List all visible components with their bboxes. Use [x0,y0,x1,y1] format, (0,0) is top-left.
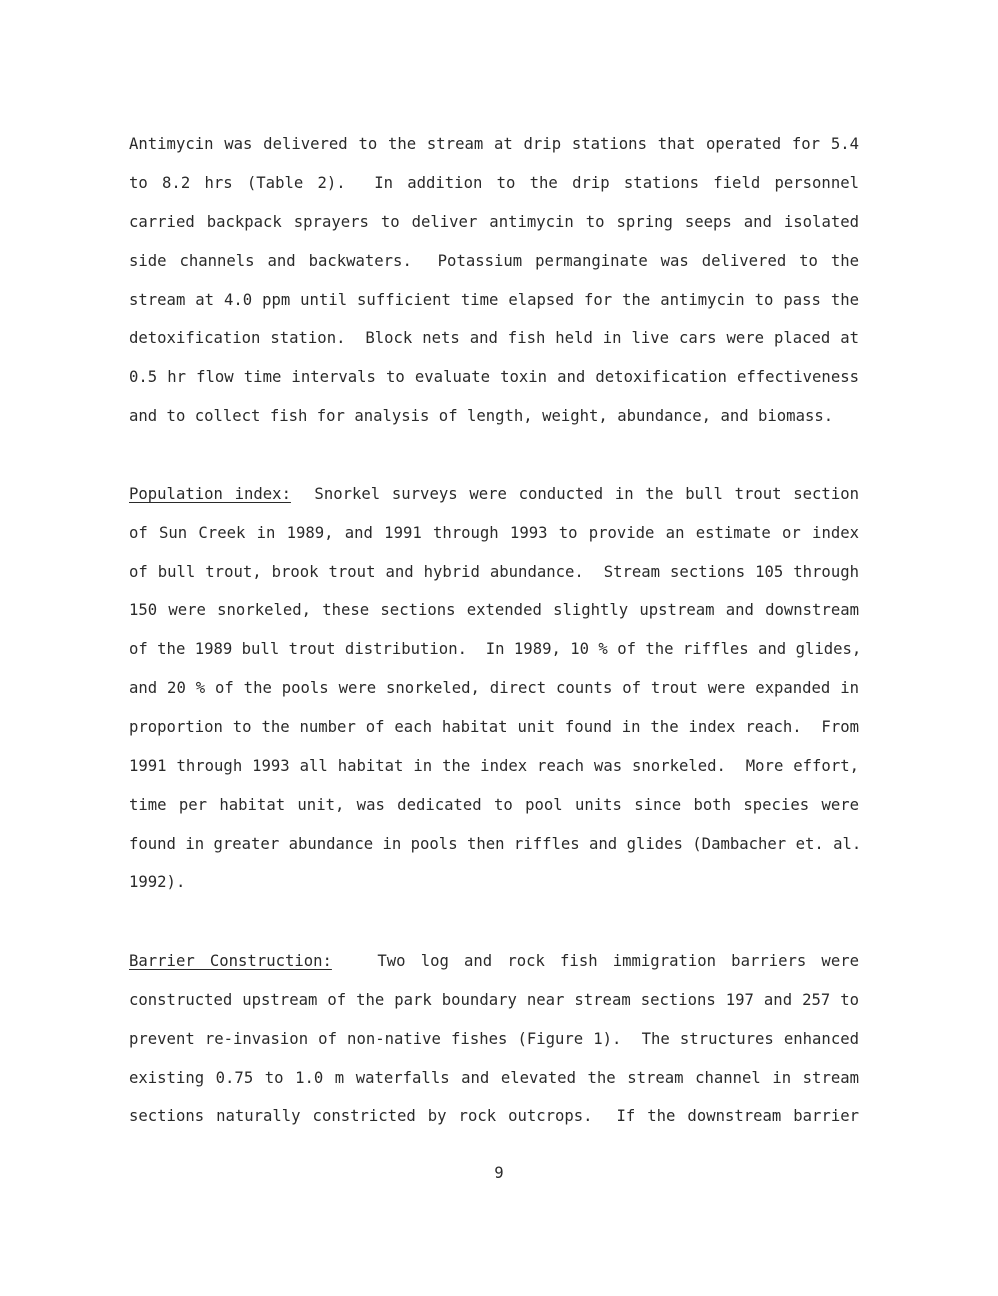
text-line: existing 0.75 to 1.0 m waterfalls and elevated the stream channel in stream [129,1069,859,1087]
text-line [129,482,859,506]
text-line: to 8.2 hrs (Table 2). In addition to the drip stations field personnel [129,174,859,192]
text-line: carried backpack sprayers to deliver antimycin to spring seeps and isolated [129,213,859,231]
text-line: side channels and backwaters. Potassium permanginate was delivered to the [129,252,859,270]
text-line: 0.5 hr flow time intervals to evaluate toxin and detoxification effectiveness [129,368,859,386]
text-span: Two log and rock fish immigration barriers were [331,952,859,970]
text-line: sections naturally constricted by rock outcrops. If the downstream barrier [129,1107,859,1125]
text-line: 1992). [129,873,186,891]
text-line: stream at 4.0 ppm until sufficient time elapsed for the antimycin to pass the [129,291,859,309]
text-span: Snorkel surveys were conducted in the bull trout section [290,485,859,503]
text-line: constructed upstream of the park boundary near stream sections 197 and 257 to [129,991,859,1009]
text-line: proportion to the number of each habitat unit found in the index reach. From [129,718,859,736]
text-line: detoxification station. Block nets and fish held in live cars were placed at [129,329,859,347]
text-line: 150 were snorkeled, these sections extended slightly upstream and downstream [129,601,859,619]
text-line: 1991 through 1993 all habitat in the index reach was snorkeled. More effort, [129,757,859,775]
text-line: of Sun Creek in 1989, and 1991 through 1993 to provide an estimate or index [129,524,859,542]
section-heading-population-index: Population index: [129,485,291,503]
text-line: of bull trout, brook trout and hybrid abundance. Stream sections 105 through [129,563,859,581]
text-line: time per habitat unit, was dedicated to pool units since both species were [129,796,859,814]
text-line: prevent re-invasion of non-native fishes (Figure 1). The structures enhanced [129,1030,859,1048]
text-line: and 20 % of the pools were snorkeled, direct counts of trout were expanded in [129,679,859,697]
page-number: 9 [494,1164,504,1182]
text-line: of the 1989 bull trout distribution. In 1989, 10 % of the riffles and glides, [129,640,862,658]
text-line: and to collect fish for analysis of length, weight, abundance, and biomass. [129,407,834,425]
text-line: found in greater abundance in pools then riffles and glides (Dambacher et. al. [129,835,862,853]
text-line [129,949,859,973]
section-heading-barrier-construction: Barrier Construction: [129,952,332,970]
text-line: Antimycin was delivered to the stream at drip stations that operated for 5.4 [129,135,859,153]
